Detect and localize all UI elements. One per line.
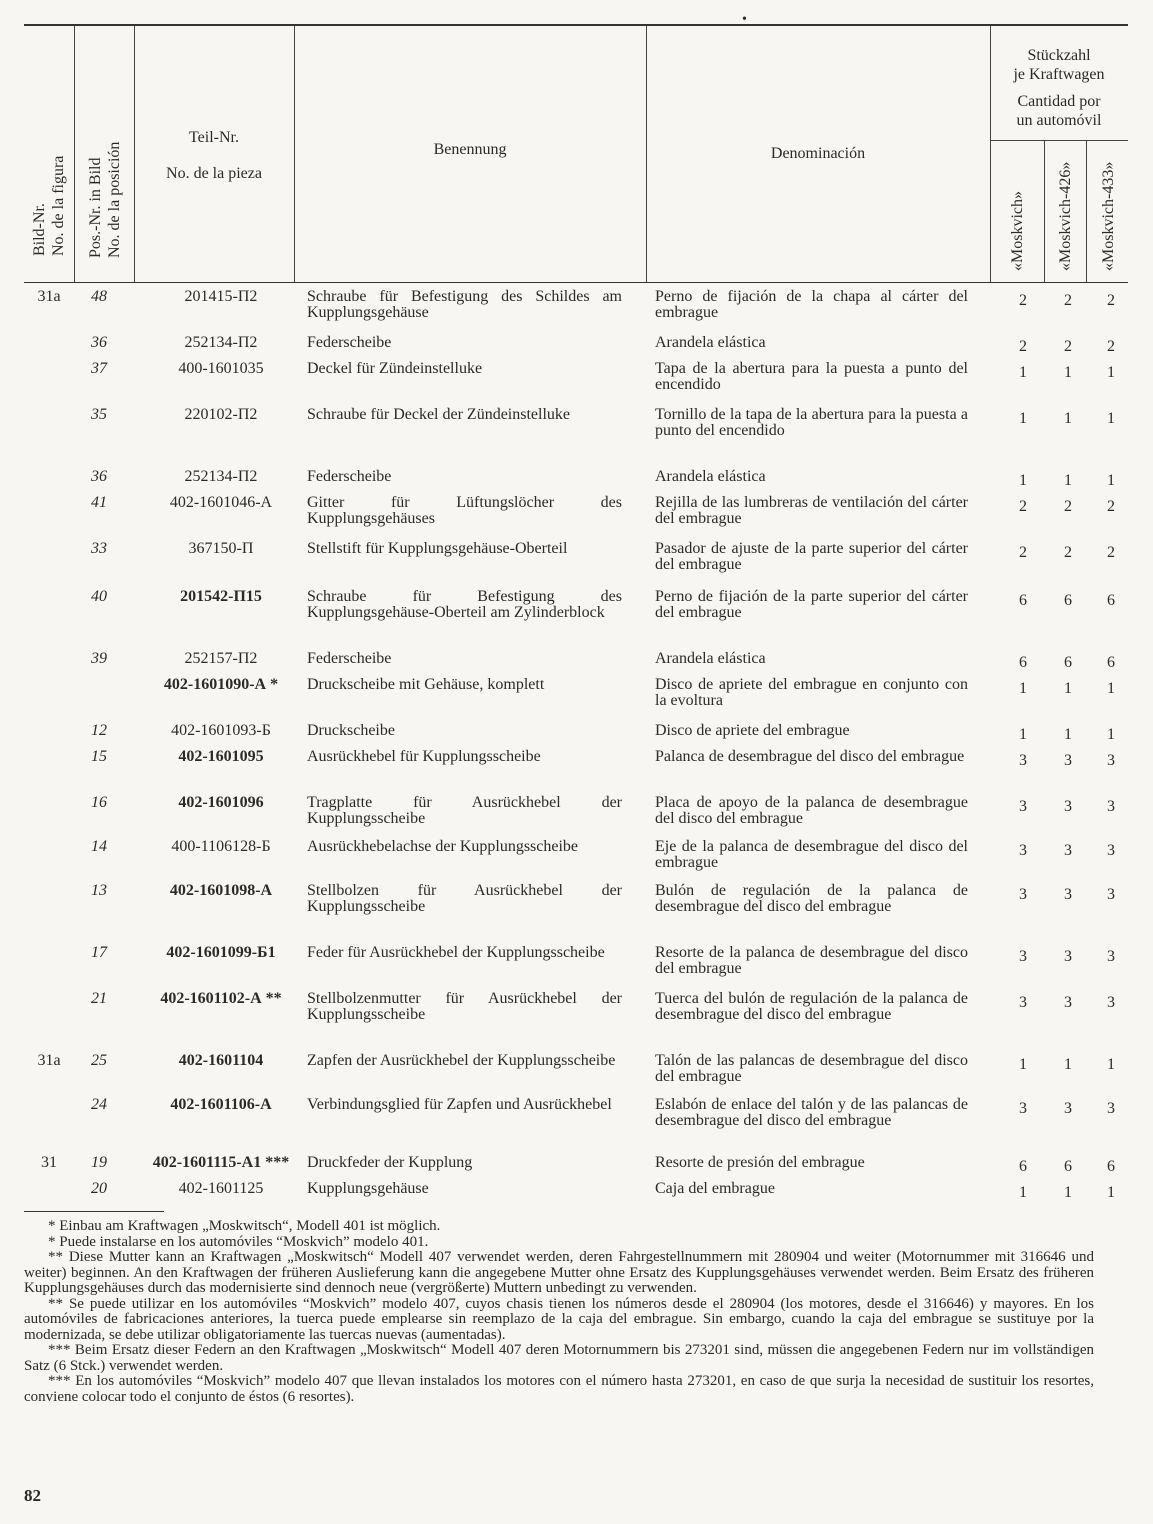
pos-nr-cell: 24 (91, 1096, 107, 1113)
teil-nr-cell: 402-1601115-А1 *** (152, 1154, 290, 1171)
teil-nr-cell: 402-1601046-А (169, 494, 273, 511)
qty-moskvich-433-cell: 6 (1107, 592, 1115, 609)
col-divider (134, 26, 135, 282)
qty-moskvich-433-cell: 6 (1107, 1158, 1115, 1175)
qty-moskvich-433-cell: 1 (1107, 680, 1115, 697)
benennung-cell: Deckel für Zündeinstelluke (307, 360, 483, 377)
table-header (24, 24, 1128, 283)
qty-moskvich-426-cell: 6 (1064, 592, 1072, 609)
footnote: *** En los automóviles “Moskvich” modelo 407 que llevan instalados los motores con el número hasta 273201, en caso de que surja la necesidad de sustituir los resortes, conviene colocar todo el conjunto de éstos (6 resortes). (24, 1373, 1094, 1405)
benennung-cell: Druckfeder der Kupplung (307, 1154, 473, 1171)
qty-moskvich-433-cell: 3 (1107, 752, 1115, 769)
qty-moskvich-426-cell: 3 (1064, 1100, 1072, 1117)
teil-nr-cell: 400-1106128-Б (171, 838, 271, 855)
qty-moskvich-426-cell: 1 (1064, 364, 1072, 381)
col-divider (1044, 140, 1045, 282)
denominacion-cell: Resorte de la palanca de desembrague del disco del embrague (655, 944, 968, 977)
qty-moskvich-433-cell: 2 (1107, 292, 1115, 309)
teil-nr-cell: 367150-П (188, 540, 254, 557)
benennung-cell: Gitter für Lüftungslöcher des Kupplungsgehäuses (307, 494, 622, 527)
qty-moskvich-cell: 3 (1019, 994, 1027, 1011)
qty-moskvich-cell: 1 (1019, 364, 1027, 381)
benennung-cell: Schraube für Befestigung des Kupplungsgehäuse-Oberteil am Zylinderblock (307, 588, 622, 621)
qty-moskvich-433-cell: 3 (1107, 994, 1115, 1011)
benennung-cell: Federscheibe (307, 468, 392, 485)
qty-moskvich-cell: 2 (1019, 292, 1027, 309)
benennung-cell: Stellbolzen für Ausrückhebel der Kupplungsscheibe (307, 882, 622, 915)
pos-nr-cell: 39 (91, 650, 107, 667)
pos-nr-cell: 19 (91, 1154, 107, 1171)
qty-moskvich-cell: 3 (1019, 948, 1027, 965)
teil-nr-cell: 201542-П15 (180, 588, 262, 605)
qty-moskvich-cell: 1 (1019, 472, 1027, 489)
benennung-cell: Verbindungsglied für Zapfen und Ausrückhebel (307, 1096, 612, 1113)
benennung-cell: Schraube für Befestigung des Schildes am Kupplungsgehäuse (307, 288, 622, 321)
teil-nr-cell: 402-1601099-Б1 (166, 944, 276, 961)
pos-nr-cell: 40 (91, 588, 107, 605)
benennung-cell: Kupplungsgehäuse (307, 1180, 429, 1197)
stueckzahl-header: Stückzahl je Kraftwagen (1013, 47, 1105, 83)
benennung-cell: Ausrückhebelachse der Kupplungsscheibe (307, 838, 579, 855)
qty-moskvich-433-cell: 1 (1107, 1184, 1115, 1201)
qty-moskvich-cell: 1 (1019, 1184, 1027, 1201)
benennung-cell: Zapfen der Ausrückhebel der Kupplungsscheibe (307, 1052, 616, 1069)
qty-moskvich-426-cell: 2 (1064, 292, 1072, 309)
qty-moskvich-426-cell: 3 (1064, 798, 1072, 815)
teil-nr-cell: 252134-П2 (184, 468, 258, 485)
teil-nr-cell: 402-1601096 (178, 794, 264, 811)
denominacion-cell: Eslabón de enlace del talón y de las palancas de desembrague del disco del embrague (655, 1096, 968, 1129)
teil-nr-cell: 402-1601098-А (169, 882, 273, 899)
qty-moskvich-cell: 3 (1019, 752, 1027, 769)
pos-nr-cell: 33 (91, 540, 107, 557)
qty-moskvich-433-cell: 1 (1107, 410, 1115, 427)
qty-moskvich-426-cell: 3 (1064, 842, 1072, 859)
qty-moskvich-433-cell: 2 (1107, 338, 1115, 355)
pos-nr-cell: 17 (91, 944, 107, 961)
denominacion-cell: Tornillo de la tapa de la abertura para la puesta a punto del encendido (655, 406, 968, 439)
benennung-cell: Federscheibe (307, 334, 392, 351)
teil-nr-cell: 252157-П2 (184, 650, 258, 667)
print-dot: • (742, 12, 747, 27)
qty-moskvich-433-cell: 6 (1107, 654, 1115, 671)
benennung-cell: Ausrückhebel für Kupplungsscheibe (307, 748, 541, 765)
denominacion-cell: Talón de las palancas de desembrague del disco del embrague (655, 1052, 968, 1085)
pos-nr-cell: 36 (91, 334, 107, 351)
qty-moskvich-cell: 3 (1019, 798, 1027, 815)
col-divider (646, 26, 647, 282)
denominacion-cell: Disco de apriete del embrague (655, 722, 850, 739)
benennung-cell: Druckscheibe (307, 722, 395, 739)
teil-nr-cell: 402-1601090-А * (163, 676, 279, 693)
qty-moskvich-426-cell: 2 (1064, 498, 1072, 515)
qty-moskvich-cell: 1 (1019, 410, 1027, 427)
denominacion-cell: Perno de fijación de la parte superior del cárter del embrague (655, 588, 968, 621)
col-divider (74, 26, 75, 282)
qty-moskvich-426-cell: 2 (1064, 544, 1072, 561)
benennung-cell: Federscheibe (307, 650, 392, 667)
bild-nr-cell: 31a (37, 288, 61, 305)
denominacion-cell: Disco de apriete del embrague en conjunto con la evoltura (655, 676, 968, 709)
qty-moskvich-433-cell: 3 (1107, 886, 1115, 903)
benennung-cell: Schraube für Deckel der Zündeinstelluke (307, 406, 571, 423)
teil-nr-cell: 402-1601125 (178, 1180, 264, 1197)
pos-nr-cell: 41 (91, 494, 107, 511)
qty-moskvich-433-cell: 3 (1107, 1100, 1115, 1117)
model-moskvich-426-header: «Moskvich-426» (1057, 161, 1074, 271)
qty-moskvich-433-cell: 1 (1107, 1056, 1115, 1073)
qty-moskvich-cell: 2 (1019, 338, 1027, 355)
qty-moskvich-433-cell: 3 (1107, 842, 1115, 859)
qty-moskvich-cell: 1 (1019, 1056, 1027, 1073)
qty-moskvich-426-cell: 1 (1064, 472, 1072, 489)
teil-nr-cell: 402-1601106-А (170, 1096, 272, 1113)
denominacion-cell: Palanca de desembrague del disco del embrague (655, 748, 965, 765)
pos-nr-cell: 48 (91, 288, 107, 305)
col-divider (294, 26, 295, 282)
qty-moskvich-433-cell: 3 (1107, 948, 1115, 965)
qty-moskvich-433-cell: 2 (1107, 544, 1115, 561)
qty-moskvich-426-cell: 1 (1064, 1184, 1072, 1201)
teil-nr-cell: 402-1601102-А ** (160, 990, 282, 1007)
qty-moskvich-433-cell: 1 (1107, 472, 1115, 489)
teil-nr-cell: 252134-П2 (184, 334, 258, 351)
qty-moskvich-426-cell: 6 (1064, 654, 1072, 671)
benennung-cell: Tragplatte für Ausrückhebel der Kupplungsscheibe (307, 794, 622, 827)
footnote: ** Diese Mutter kann an Kraftwagen „Moskwitsch“ Modell 407 verwendet werden, deren Fahrgestellnummern mit 280904 und weiter (Motornummer mit 316646 und weiter) beginnen. An den Kraftwagen der früheren Auslieferung kann die angegebene Mutter ohne Ersatz des Kupplungsgehäuses verwendet werden. Beim Ersatz des früheren Kupplungsgehäuses durch das modernisierte sind dennoch neue (vergrößerte) Muttern unbedingt zu verwenden. (24, 1249, 1094, 1296)
row-divider (990, 140, 1128, 141)
bild-nr-cell: 31 (41, 1154, 57, 1171)
page-number: 82 (24, 1486, 41, 1505)
teil-nr-cell: 402-1601104 (178, 1052, 264, 1069)
qty-moskvich-433-cell: 2 (1107, 498, 1115, 515)
benennung-cell: Stellstift für Kupplungsgehäuse-Oberteil (307, 540, 568, 557)
qty-moskvich-cell: 6 (1019, 1158, 1027, 1175)
qty-moskvich-cell: 3 (1019, 886, 1027, 903)
qty-moskvich-426-cell: 1 (1064, 680, 1072, 697)
denominacion-cell: Arandela elástica (655, 334, 766, 351)
col-divider (1086, 140, 1087, 282)
teil-nr-cell: 402-1601095 (178, 748, 264, 765)
qty-moskvich-cell: 3 (1019, 842, 1027, 859)
qty-moskvich-cell: 6 (1019, 654, 1027, 671)
pos-nr-cell: 25 (91, 1052, 107, 1069)
denominacion-cell: Tapa de la abertura para la puesta a punto del encendido (655, 360, 968, 393)
pos-nr-cell: 21 (91, 990, 107, 1007)
bild-nr-cell: 31a (37, 1052, 61, 1069)
bild-nr-header: Bild-Nr. No. de la figura (31, 155, 67, 256)
pos-nr-cell: 12 (91, 722, 107, 739)
benennung-header: Benennung (433, 141, 507, 158)
footnotes (24, 1219, 1094, 1405)
denominacion-cell: Arandela elástica (655, 468, 766, 485)
teil-nr-cell: 220102-П2 (184, 406, 258, 423)
denominacion-cell: Rejilla de las lumbreras de ventilación del cárter del embrague (655, 494, 968, 527)
pos-nr-cell: 37 (91, 360, 107, 377)
pos-nr-cell: 15 (91, 748, 107, 765)
qty-moskvich-426-cell: 1 (1064, 410, 1072, 427)
denominacion-cell: Caja del embrague (655, 1180, 775, 1197)
teil-nr-cell: 201415-П2 (184, 288, 258, 305)
benennung-cell: Stellbolzenmutter für Ausrückhebel der Kupplungsscheibe (307, 990, 622, 1023)
qty-moskvich-426-cell: 2 (1064, 338, 1072, 355)
pos-nr-cell: 35 (91, 406, 107, 423)
denominacion-cell: Pasador de ajuste de la parte superior del cárter del embrague (655, 540, 968, 573)
model-moskvich-433-header: «Moskvich-433» (1100, 161, 1117, 271)
pos-nr-cell: 14 (91, 838, 107, 855)
footnote: * Einbau am Kraftwagen „Moskwitsch“, Modell 401 ist möglich. (48, 1218, 441, 1234)
denominacion-cell: Tuerca del bulón de regulación de la palanca de desembrague del disco del embrague (655, 990, 968, 1023)
denominacion-header: Denominación (770, 145, 866, 162)
teil-nr-cell: 400-1601035 (178, 360, 264, 377)
pos-nr-cell: 13 (91, 882, 107, 899)
qty-moskvich-426-cell: 1 (1064, 1056, 1072, 1073)
qty-moskvich-cell: 2 (1019, 544, 1027, 561)
pos-nr-header: Pos.-Nr. in Bild No. de la posición (87, 141, 123, 258)
qty-moskvich-cell: 3 (1019, 1100, 1027, 1117)
teil-nr-header: Teil-Nr. No. de la pieza (166, 129, 262, 182)
qty-moskvich-426-cell: 3 (1064, 994, 1072, 1011)
qty-moskvich-cell: 2 (1019, 498, 1027, 515)
benennung-cell: Druckscheibe mit Gehäuse, komplett (307, 676, 545, 693)
denominacion-cell: Placa de apoyo de la palanca de desembrague del disco del embrague (655, 794, 968, 827)
denominacion-cell: Eje de la palanca de desembrague del disco del embrague (655, 838, 968, 871)
catalog-page (24, 12, 1128, 1505)
denominacion-cell: Resorte de presión del embrague (655, 1154, 865, 1171)
pos-nr-cell: 36 (91, 468, 107, 485)
denominacion-cell: Arandela elástica (655, 650, 766, 667)
qty-moskvich-cell: 1 (1019, 680, 1027, 697)
footnote: ** Se puede utilizar en los automóviles “Moskvich” modelo 407, cuyos chasis tienen los números desde el 280904 (los motores, desde el 316646) y mayores. En los automóviles de fabricaciones anteriores, la tuerca puede emplearse sin reemplazo de la caja del embrague. Sin embargo, cuando la caja del embrague se sustituye por la modernizada, se debe utilizar obligatoriamente las tuercas nuevas (aumentadas). (24, 1295, 1094, 1343)
cantidad-header: Cantidad por un automóvil (1016, 93, 1102, 129)
qty-moskvich-433-cell: 3 (1107, 798, 1115, 815)
model-moskvich-header: «Moskvich» (1009, 191, 1026, 271)
qty-moskvich-426-cell: 6 (1064, 1158, 1072, 1175)
qty-moskvich-426-cell: 3 (1064, 752, 1072, 769)
footnote-rule (24, 1211, 164, 1212)
denominacion-cell: Bulón de regulación de la palanca de desembrague del disco del embrague (655, 882, 968, 915)
pos-nr-cell: 20 (91, 1180, 107, 1197)
footnote: *** Beim Ersatz dieser Federn an den Kraftwagen „Moskwitsch“ Modell 407 deren Motornummern bis 273201 sind, müssen die angegebenen Federn nur im vollständigen Satz (6 Stck.) verwendet werden. (24, 1342, 1094, 1374)
teil-nr-cell: 402-1601093-Б (171, 722, 271, 739)
qty-moskvich-426-cell: 3 (1064, 948, 1072, 965)
qty-moskvich-426-cell: 1 (1064, 726, 1072, 743)
qty-moskvich-433-cell: 1 (1107, 364, 1115, 381)
denominacion-cell: Perno de fijación de la chapa al cárter del embrague (655, 288, 968, 321)
qty-moskvich-433-cell: 1 (1107, 726, 1115, 743)
pos-nr-cell: 16 (91, 794, 107, 811)
benennung-cell: Feder für Ausrückhebel der Kupplungsscheibe (307, 944, 605, 961)
qty-moskvich-cell: 6 (1019, 592, 1027, 609)
qty-moskvich-cell: 1 (1019, 726, 1027, 743)
footnote: * Puede instalarse en los automóviles “Moskvich” modelo 401. (48, 1233, 429, 1250)
qty-moskvich-426-cell: 3 (1064, 886, 1072, 903)
